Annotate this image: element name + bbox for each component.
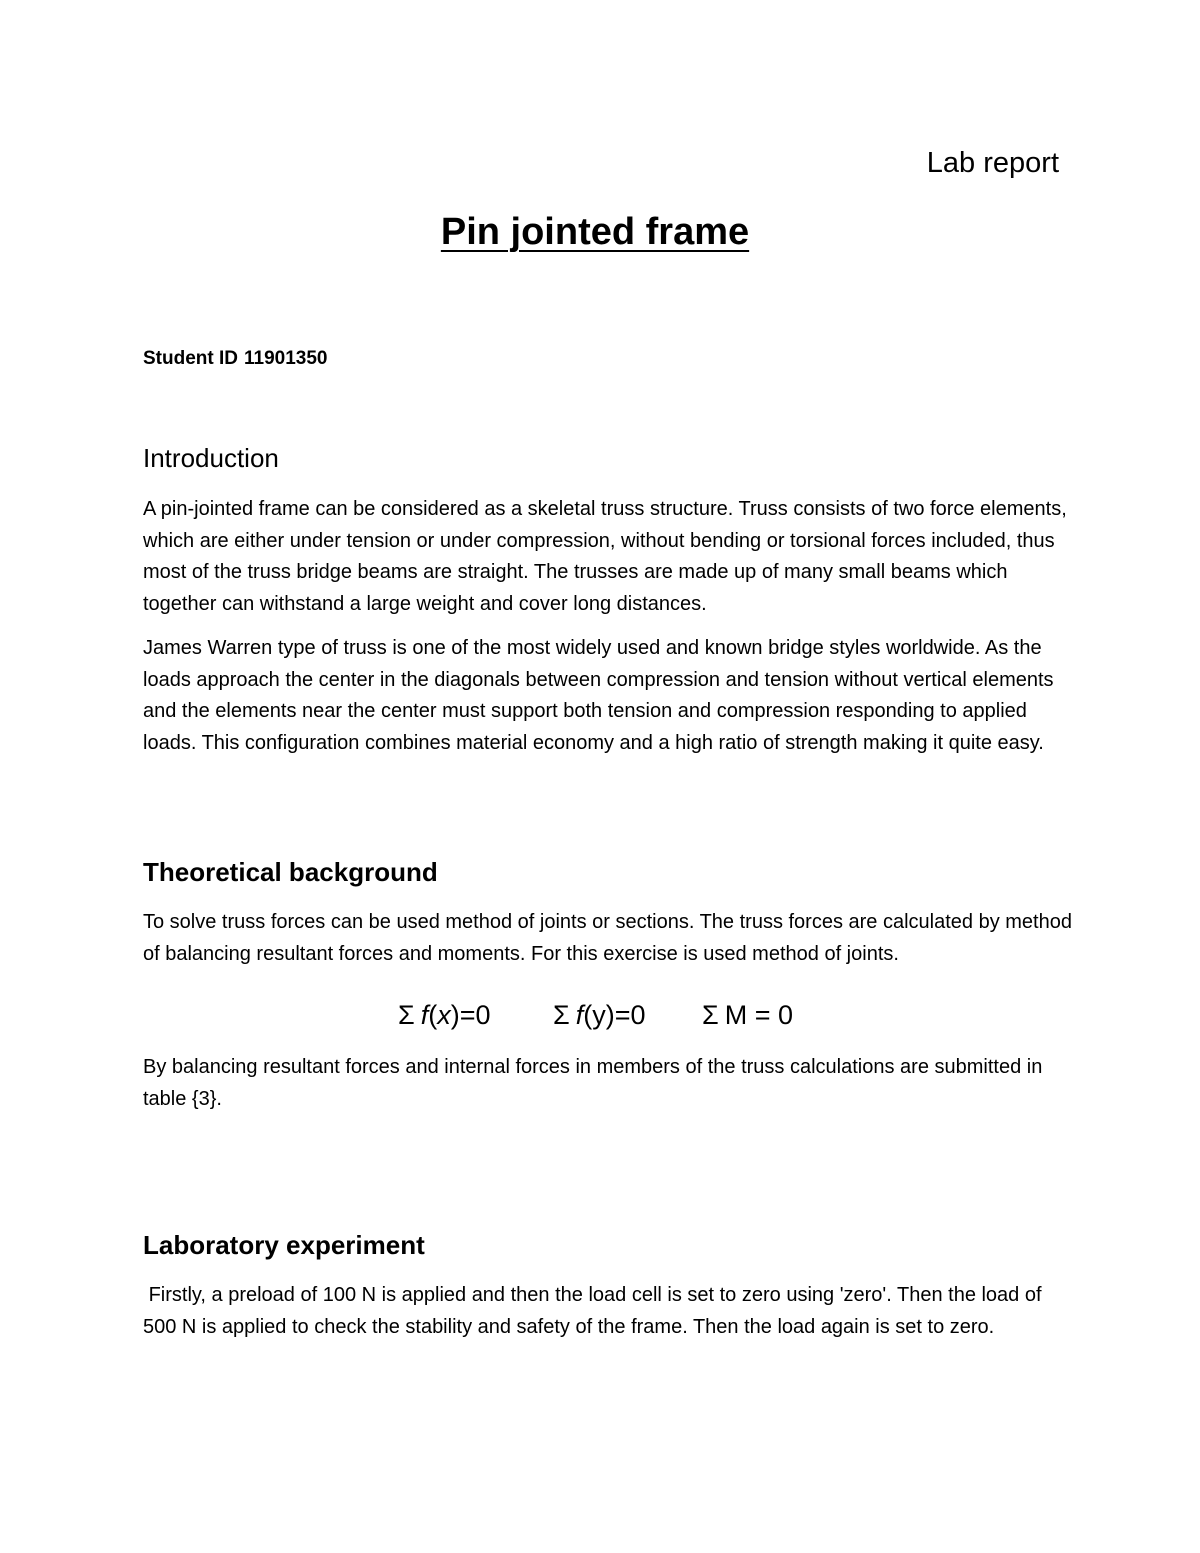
student-id-value: 11901350 [244,348,328,369]
document-title: Pin jointed frame [440,211,750,253]
student-id [143,346,328,372]
theoretical-background-paragraph-1: To solve truss forces can be used method of joints or sections. The truss forces are calculated by method of balancing resultant forces and moments. For this exercise is used method of joints. [143,911,1072,965]
laboratory-experiment-paragraph-1: Firstly, a preload of 100 N is applied and then the load cell is set to zero using 'zero'. Then the load of 500 N is applied to check the stability and safety of the frame. Then the load again is set to zero. [143,1284,1048,1338]
theoretical-background-heading: Theoretical background [143,857,438,887]
theoretical-background-paragraph-2: By balancing resultant forces and internal forces in members of the truss calculations are submitted in table {3}. [143,1056,1043,1110]
introduction-paragraph-2: James Warren type of truss is one of the most widely used and known bridge styles worldwide. As the loads approach the center in the diagonals between compression and tension without vertical elements and the elements near the center must support both tension and compression responding to applied loads. This configuration combines material economy and a high ratio of strength making it quite easy. [143,637,1054,754]
introduction-heading: Introduction [143,443,279,473]
document-type-label: Lab report [926,147,1059,179]
equation-sum-moment: Σ M = 0 [702,1000,793,1030]
introduction-paragraph-1: A pin-jointed frame can be considered as a skeletal truss structure. Truss consists of two force elements, which are either under tension or under compression, without bending or torsional forces included, thus most of the truss bridge beams are straight. The trusses are made up of many small beams which together can withstand a large weight and cover long distances. [143,498,1067,615]
equation-sum-fy: Σ f(y)=0 [553,1000,646,1030]
equation-sum-fx: Σ f(x)=0 [398,1000,491,1030]
laboratory-experiment-heading: Laboratory experiment [143,1230,425,1260]
student-id-label: Student ID [143,348,238,369]
